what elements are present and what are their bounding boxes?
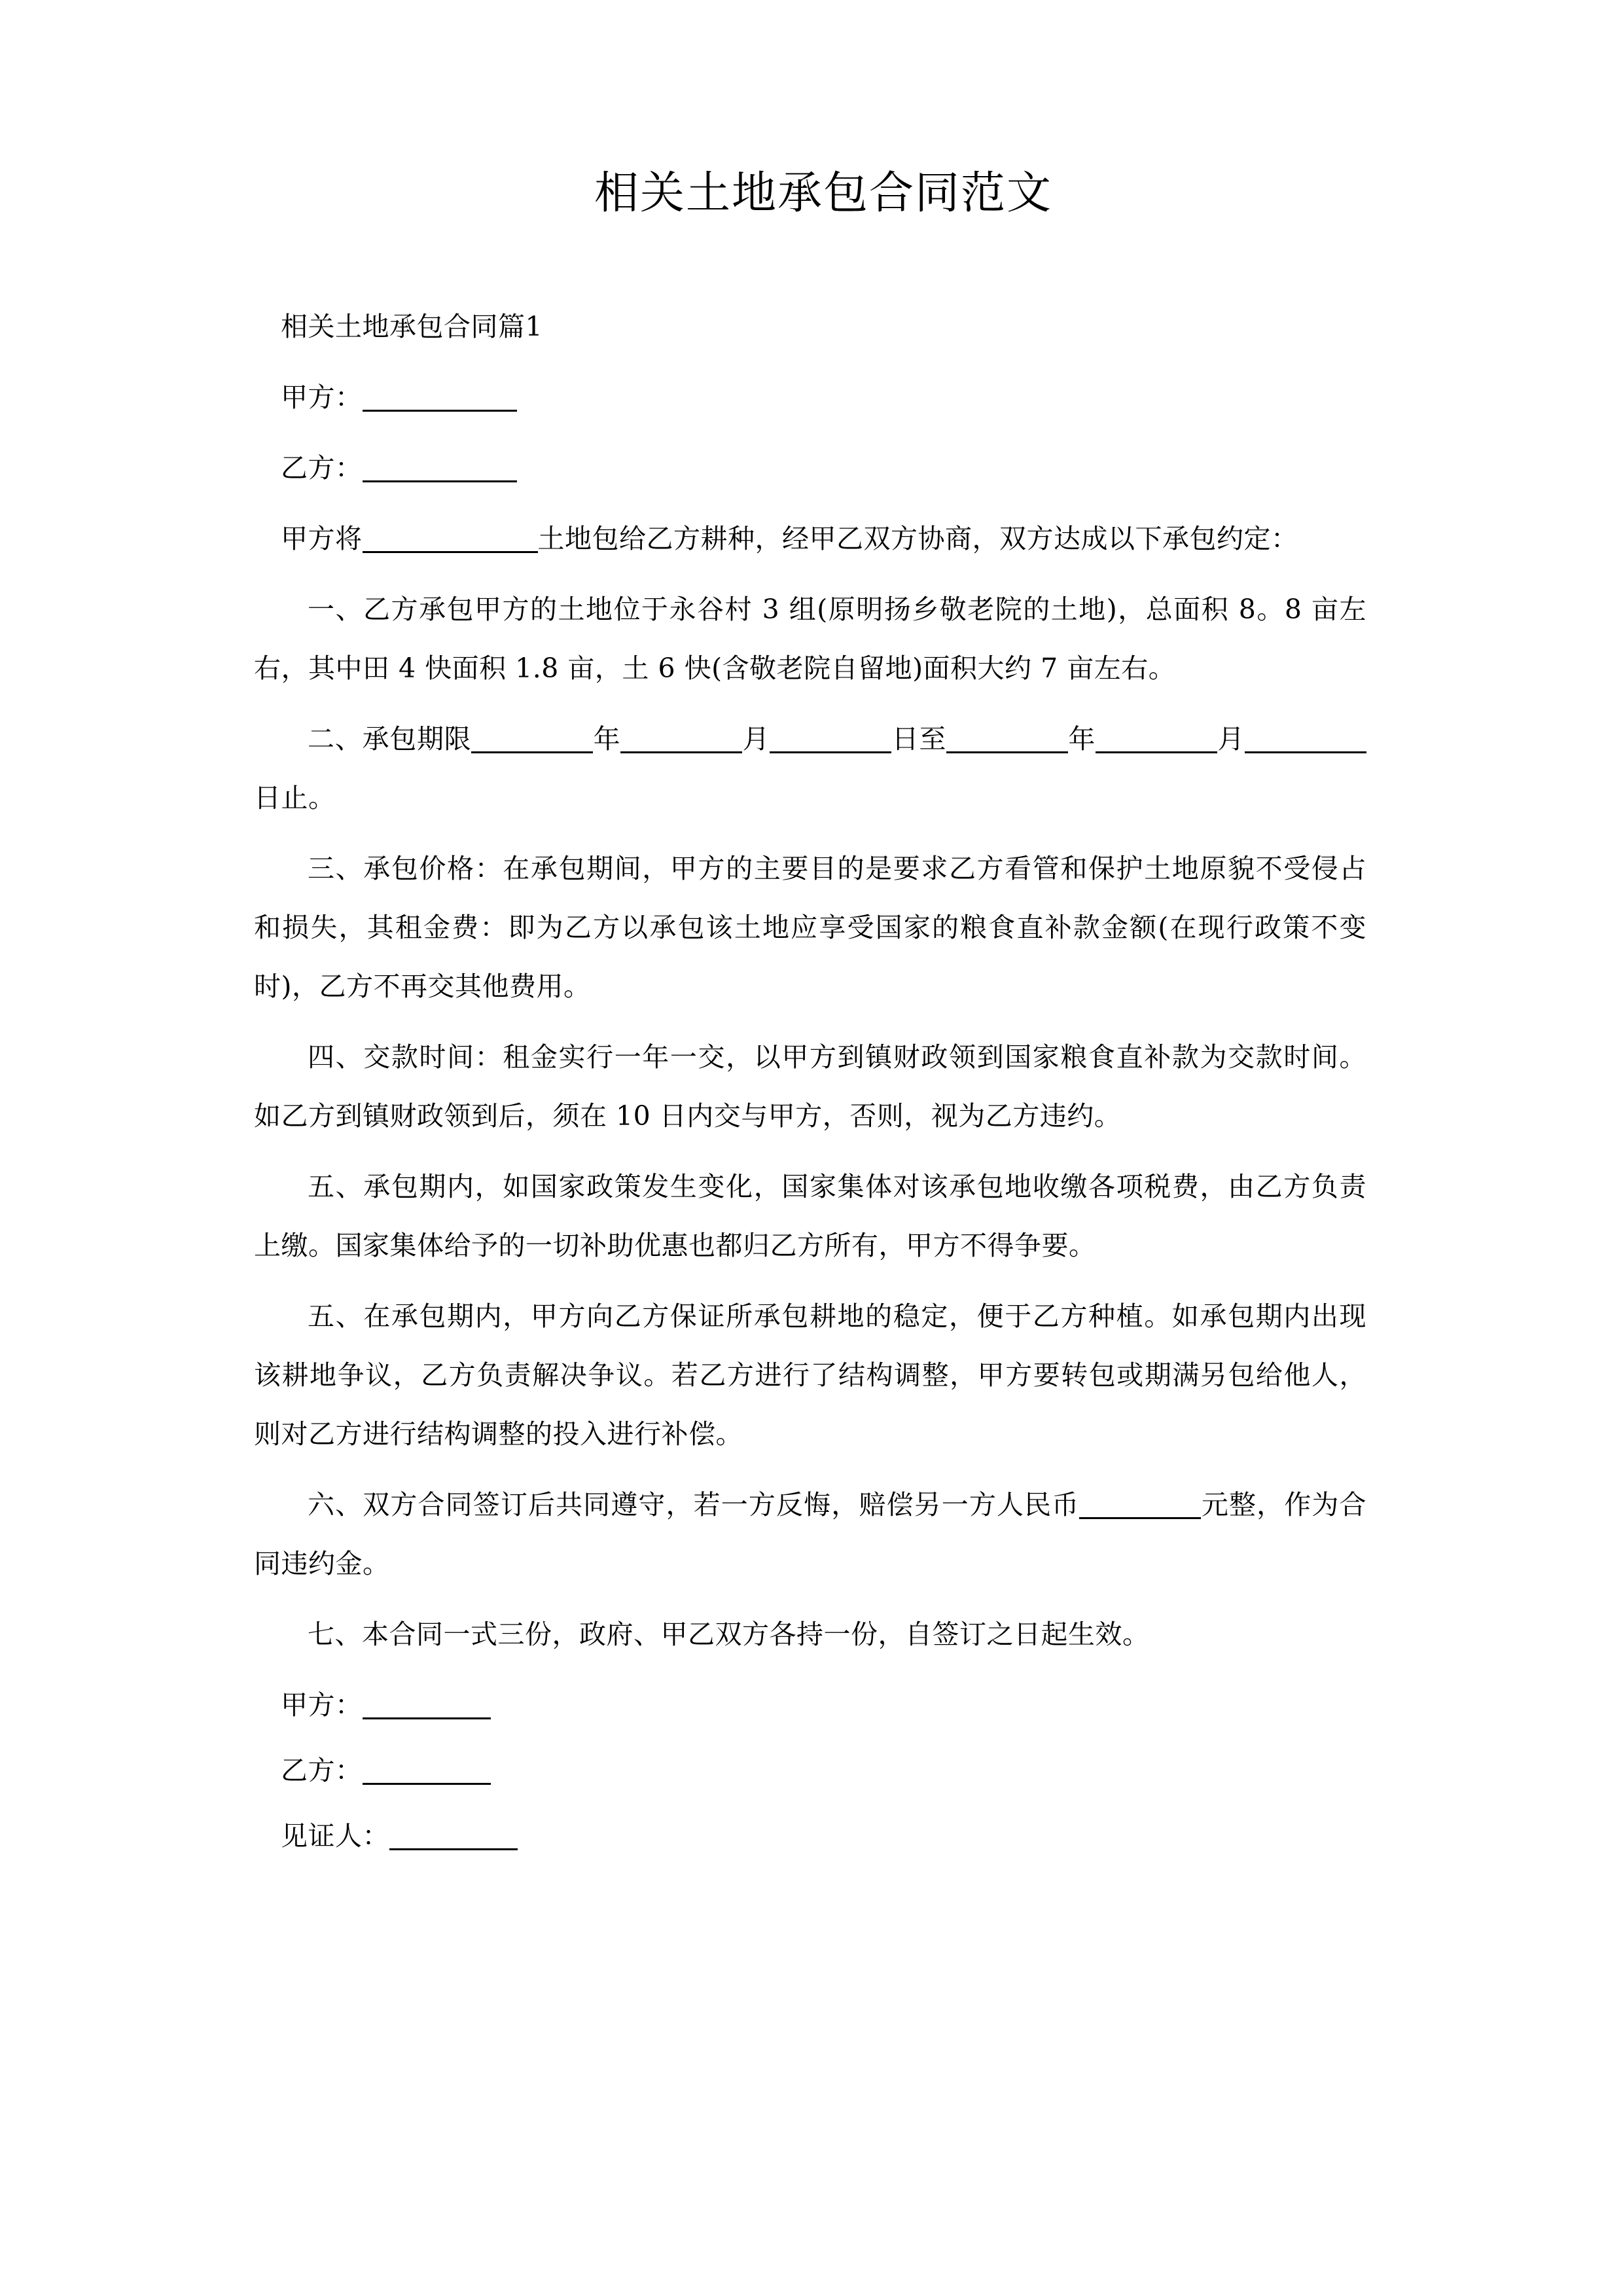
unit-year-2: 年 (1068, 723, 1096, 755)
signature-party-b-label: 乙方： (281, 1754, 363, 1786)
clause-seven: 七、本合同一式三份，政府、甲乙双方各持一份，自签订之日起生效。 (308, 1618, 1150, 1650)
clause-four: 四、交款时间：租金实行一年一交，以甲方到镇财政领到国家粮食直补款为交款时间。如乙方到镇财政领到后，须在 10 日内交与甲方，否则，视为乙方违约。 (254, 1041, 1366, 1132)
unit-month: 月 (742, 723, 770, 755)
clause-one: 一、乙方承包甲方的土地位于永谷村 3 组(原明扬乡敬老院的土地)，总面积 8。8 亩左右，其中田 4 快面积 1.8 亩，土 6 快(含敬老院自留地)面积大约 7 亩左右。 (254, 593, 1366, 684)
page-title: 相关土地承包合同范文 (594, 168, 1052, 219)
clause-six-prefix: 六、双方合同签订后共同遵守，若一方反悔，赔偿另一方人民币 (308, 1488, 1080, 1520)
signature-witness-label: 见证人： (281, 1820, 389, 1852)
unit-month-2: 月 (1217, 723, 1245, 755)
end-year-blank[interactable] (946, 729, 1068, 753)
end-day-blank[interactable] (1245, 729, 1366, 753)
clause-two-label: 二、承包期限 (308, 723, 472, 755)
section-heading: 相关土地承包合同篇1 (281, 310, 543, 342)
intro-suffix: 土地包给乙方耕种，经甲乙双方协商，双方达成以下承包约定： (537, 522, 1298, 554)
party-a-blank[interactable] (363, 387, 517, 412)
unit-day: 日至 (891, 723, 947, 755)
signature-party-a-label: 甲方： (281, 1689, 363, 1721)
signature-witness-blank[interactable] (389, 1826, 518, 1850)
intro-prefix: 甲方将 (281, 522, 363, 554)
party-a-label: 甲方： (281, 381, 363, 413)
party-b-line (254, 439, 1366, 497)
intro-land-blank[interactable] (363, 529, 538, 553)
signature-party-a (254, 1676, 1366, 1734)
signature-party-b-blank[interactable] (363, 1761, 491, 1785)
clause-six-suffix: 元整，作为合同违约金。 (254, 1488, 1367, 1579)
unit-year: 年 (593, 723, 621, 755)
clause-six (254, 1475, 1366, 1593)
party-b-label: 乙方： (281, 452, 363, 484)
start-month-blank[interactable] (620, 729, 742, 753)
clause-two (254, 709, 1366, 827)
document-body (254, 164, 1366, 1872)
end-month-blank[interactable] (1096, 729, 1217, 753)
intro-paragraph (254, 509, 1366, 568)
party-a-line (254, 368, 1366, 427)
start-day-blank[interactable] (770, 729, 891, 753)
penalty-amount-blank[interactable] (1079, 1495, 1201, 1519)
clause-five-b: 五、在承包期内，甲方向乙方保证所承包耕地的稳定，便于乙方种植。如承包期内出现该耕地争议，乙方负责解决争议。若乙方进行了结构调整，甲方要转包或期满另包给他人，则对乙方进行结构调整的投入进行补偿。 (254, 1300, 1366, 1450)
signature-party-b (254, 1741, 1366, 1800)
clause-three: 三、承包价格：在承包期间，甲方的主要目的是要求乙方看管和保护土地原貌不受侵占和损失，其租金费：即为乙方以承包该土地应享受国家的粮食直补款金额(在现行政策不变时)，乙方不再交其他费用。 (254, 852, 1366, 1002)
start-year-blank[interactable] (471, 729, 593, 753)
signature-party-a-blank[interactable] (363, 1695, 491, 1719)
signature-witness (254, 1806, 1366, 1865)
clause-five-a: 五、承包期内，如国家政策发生变化，国家集体对该承包地收缴各项税费，由乙方负责上缴。国家集体给予的一切补助优惠也都归乙方所有，甲方不得争要。 (254, 1170, 1366, 1261)
clause-two-tail: 日止。 (254, 781, 336, 814)
party-b-blank[interactable] (363, 458, 517, 482)
